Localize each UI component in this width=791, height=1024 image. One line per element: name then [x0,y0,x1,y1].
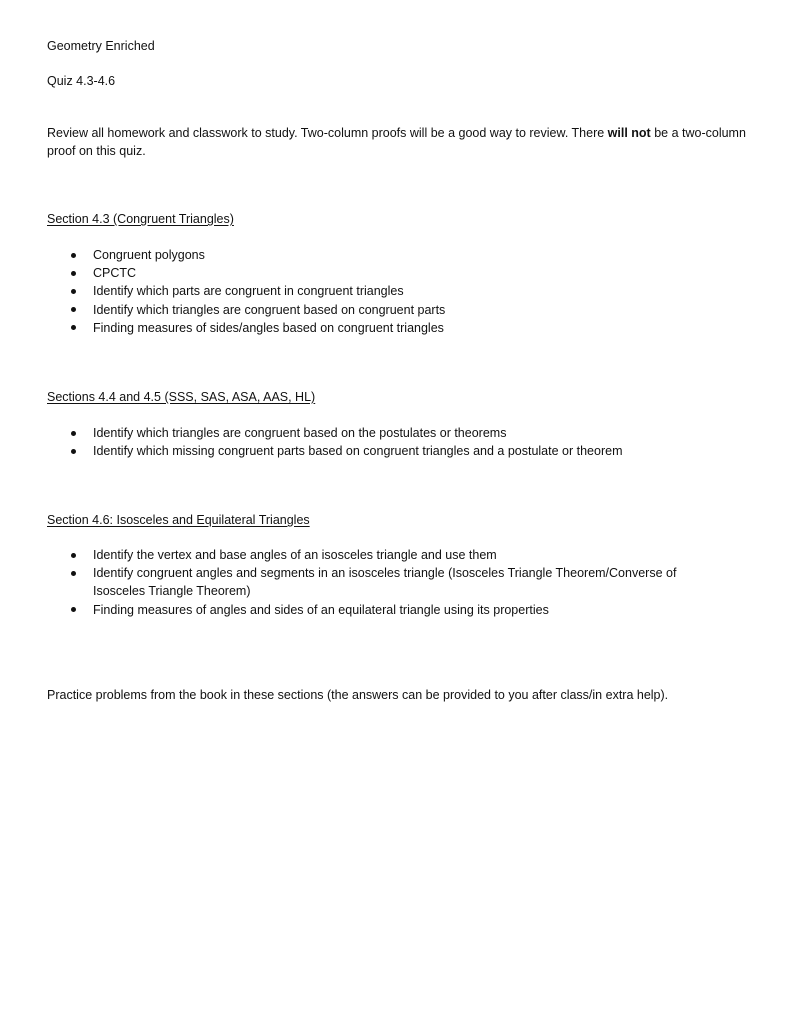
intro-paragraph [47,124,747,160]
list-item-text: Identify which triangles are congruent based on the postulates or theorems [93,426,507,440]
list-item-text: CPCTC [93,266,137,281]
section-heading: Section 4.6: Isosceles and Equilateral Triangles [47,513,310,527]
list-item-text: Identify the vertex and base angles of an isosceles triangle and use them [93,548,497,562]
list-item [47,564,713,600]
bullet-icon [71,571,76,576]
section-heading: Sections 4.4 and 4.5 (SSS, SAS, ASA, AAS, HL) [47,390,316,404]
section-heading: Section 4.3 (Congruent Triangles) [47,212,234,226]
list-item-text: Identify which triangles are congruent based on congruent parts [93,302,446,317]
list-item [47,442,713,460]
intro-bold-text: will not [607,126,651,140]
course-title: Geometry Enriched [47,39,155,53]
list-item-text: Finding measures of sides/angles based on congruent triangles [93,320,444,335]
list-item-text: Congruent polygons [93,248,205,262]
bullet-icon [71,449,76,454]
bullet-icon [71,253,76,258]
bullet-icon [71,431,76,436]
section-list [47,546,713,619]
list-item [47,601,713,619]
list-item-text: Identify congruent angles and segments in an isosceles triangle (Isosceles Triangle Theorem/Converse of Isosceles Triangle Theorem) [93,566,677,599]
list-item [47,546,713,564]
list-item [47,301,713,319]
section-list [47,246,713,337]
list-item [47,424,713,442]
list-item [47,264,713,282]
bullet-icon [71,553,76,558]
list-item-text: Identify which parts are congruent in congruent triangles [93,284,404,299]
bullet-icon [71,271,76,276]
intro-text-before: Review all homework and classwork to study. Two-column proofs will be a good way to review. There [47,126,608,140]
list-item-text: Identify which missing congruent parts based on congruent triangles and a postulate or theorem [93,444,623,459]
list-item-text: Finding measures of angles and sides of an equilateral triangle using its properties [93,602,549,617]
section-list [47,424,713,460]
list-item [47,246,713,264]
list-item [47,282,713,300]
bullet-icon [71,289,76,294]
practice-note: Practice problems from the book in these sections (the answers can be provided to you after class/in extra help). [47,688,669,702]
list-item [47,319,713,337]
intro-text-after: be a two-column proof on this quiz. [47,126,746,158]
bullet-icon [71,607,76,612]
bullet-icon [71,307,76,312]
bullet-icon [71,325,76,330]
quiz-title: Quiz 4.3-4.6 [47,74,116,88]
